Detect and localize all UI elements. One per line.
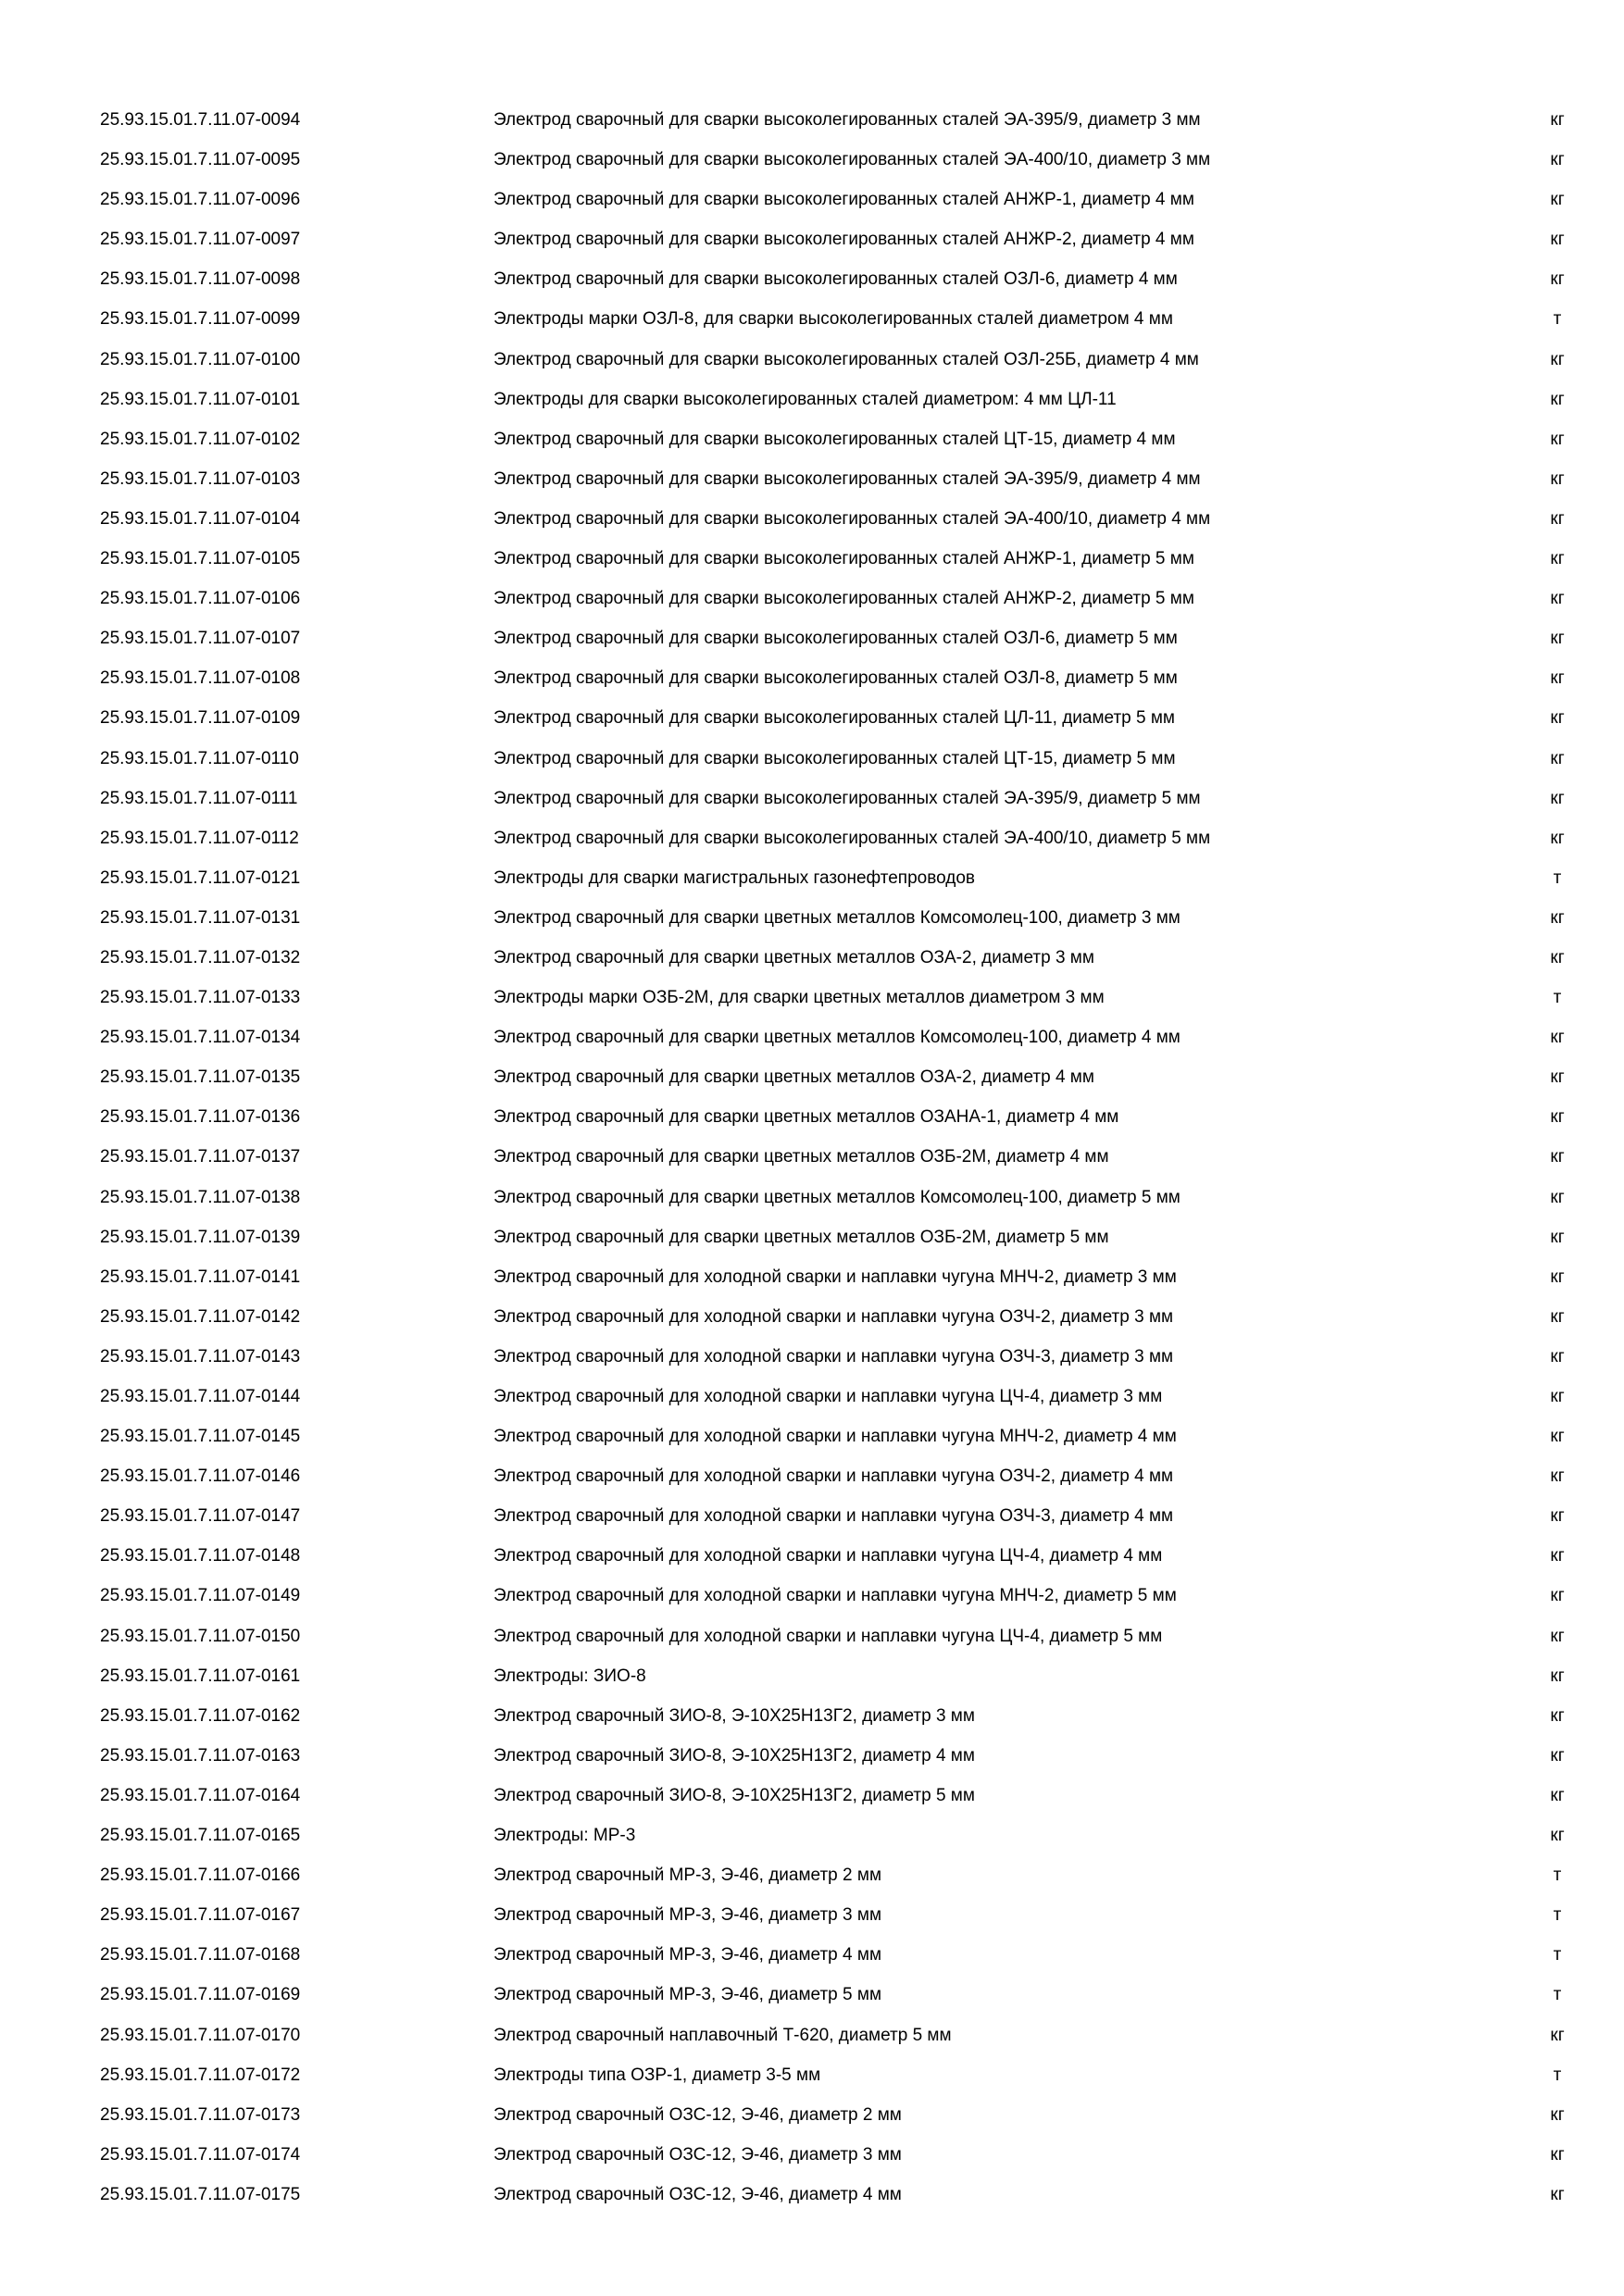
resource-code: 25.93.15.01.7.11.07-0163 <box>100 1745 301 1766</box>
table-row <box>0 340 1624 380</box>
unit-of-measure: т <box>1553 988 1562 1008</box>
resource-name: Электрод сварочный для холодной сварки и наплавки чугуна ОЗЧ-2, диаметр 4 мм <box>493 1466 1174 1487</box>
resource-code: 25.93.15.01.7.11.07-0138 <box>100 1187 301 1207</box>
unit-of-measure: кг <box>1550 2184 1565 2204</box>
table-row <box>0 1217 1624 1257</box>
resource-code: 25.93.15.01.7.11.07-0164 <box>100 1785 301 1805</box>
resource-name: Электрод сварочный для холодной сварки и наплавки чугуна ОЗЧ-2, диаметр 3 мм <box>493 1306 1174 1327</box>
resource-code: 25.93.15.01.7.11.07-0141 <box>100 1267 301 1287</box>
resource-code: 25.93.15.01.7.11.07-0109 <box>100 708 301 729</box>
table-row <box>0 259 1624 299</box>
unit-of-measure: кг <box>1550 1506 1565 1527</box>
resource-code: 25.93.15.01.7.11.07-0099 <box>100 309 301 330</box>
table-row <box>0 978 1624 1017</box>
resource-name: Электрод сварочный для сварки цветных металлов ОЗБ-2М, диаметр 4 мм <box>493 1147 1109 1167</box>
unit-of-measure: кг <box>1550 508 1565 529</box>
unit-of-measure: кг <box>1550 589 1565 609</box>
table-row <box>0 1736 1624 1776</box>
resource-name: Электрод сварочный ЗИО-8, Э-10Х25Н13Г2, диаметр 3 мм <box>493 1705 975 1726</box>
resource-name: Электрод сварочный для сварки высоколегированных сталей АНЖР-1, диаметр 5 мм <box>493 549 1194 569</box>
unit-of-measure: кг <box>1550 1346 1565 1366</box>
resource-code: 25.93.15.01.7.11.07-0162 <box>100 1705 301 1726</box>
table-row <box>0 1496 1624 1536</box>
resource-name: Электрод сварочный ЗИО-8, Э-10Х25Н13Г2, диаметр 5 мм <box>493 1785 975 1805</box>
resource-code: 25.93.15.01.7.11.07-0166 <box>100 1866 301 1886</box>
resource-code: 25.93.15.01.7.11.07-0170 <box>100 2025 301 2045</box>
resource-name: Электроды для сварки высоколегированных сталей диаметром: 4 мм ЦЛ-11 <box>493 389 1117 409</box>
table-row <box>0 739 1624 779</box>
resource-code: 25.93.15.01.7.11.07-0134 <box>100 1028 301 1048</box>
table-row <box>0 2175 1624 2215</box>
resource-name: Электрод сварочный для сварки высоколегированных сталей ЭА-400/10, диаметр 3 мм <box>493 150 1211 170</box>
unit-of-measure: кг <box>1550 110 1565 130</box>
resource-code: 25.93.15.01.7.11.07-0100 <box>100 349 301 369</box>
resource-code: 25.93.15.01.7.11.07-0161 <box>100 1666 301 1686</box>
resource-name: Электрод сварочный МР-3, Э-46, диаметр 2 мм <box>493 1866 882 1886</box>
resource-code: 25.93.15.01.7.11.07-0144 <box>100 1387 301 1406</box>
unit-of-measure: кг <box>1550 269 1565 290</box>
table-row <box>0 140 1624 180</box>
table-row <box>0 1656 1624 1696</box>
resource-code: 25.93.15.01.7.11.07-0139 <box>100 1227 301 1247</box>
resource-code: 25.93.15.01.7.11.07-0172 <box>100 2065 301 2085</box>
resource-code: 25.93.15.01.7.11.07-0110 <box>100 748 299 768</box>
table-row <box>0 858 1624 898</box>
resource-name: Электрод сварочный для сварки высоколегированных сталей ЦЛ-11, диаметр 5 мм <box>493 708 1175 729</box>
resource-code: 25.93.15.01.7.11.07-0101 <box>100 389 301 409</box>
unit-of-measure: кг <box>1550 1626 1565 1646</box>
resource-name: Электрод сварочный МР-3, Э-46, диаметр 4 мм <box>493 1945 882 1965</box>
resource-name: Электрод сварочный для сварки цветных металлов Комсомолец-100, диаметр 3 мм <box>493 907 1181 928</box>
unit-of-measure: кг <box>1550 1067 1565 1088</box>
unit-of-measure: т <box>1553 1945 1562 1965</box>
unit-of-measure: кг <box>1550 748 1565 768</box>
table-row <box>0 1337 1624 1377</box>
unit-of-measure: т <box>1553 309 1562 330</box>
unit-of-measure: кг <box>1550 1546 1565 1566</box>
table-row <box>0 219 1624 259</box>
unit-of-measure: кг <box>1550 708 1565 729</box>
unit-of-measure: кг <box>1550 1826 1565 1846</box>
unit-of-measure: кг <box>1550 1187 1565 1207</box>
unit-of-measure: кг <box>1550 349 1565 369</box>
unit-of-measure: кг <box>1550 1666 1565 1686</box>
resource-code: 25.93.15.01.7.11.07-0105 <box>100 549 301 569</box>
resource-name: Электрод сварочный ОЗС-12, Э-46, диаметр 3 мм <box>493 2144 902 2165</box>
table-row <box>0 579 1624 618</box>
table-row <box>0 419 1624 459</box>
table-row <box>0 698 1624 738</box>
resource-name: Электроды марки ОЗЛ-8, для сварки высоколегированных сталей диаметром 4 мм <box>493 309 1173 330</box>
unit-of-measure: кг <box>1550 1147 1565 1167</box>
table-row <box>0 1616 1624 1656</box>
resource-name: Электрод сварочный для сварки высоколегированных сталей АНЖР-1, диаметр 4 мм <box>493 190 1194 210</box>
resource-code: 25.93.15.01.7.11.07-0136 <box>100 1107 301 1128</box>
table-row <box>0 1097 1624 1137</box>
resource-name: Электрод сварочный для холодной сварки и наплавки чугуна МНЧ-2, диаметр 3 мм <box>493 1267 1177 1287</box>
table-row <box>0 539 1624 579</box>
table-row <box>0 1057 1624 1097</box>
table-row <box>0 459 1624 499</box>
resource-name: Электрод сварочный для сварки высоколегированных сталей ЭА-395/9, диаметр 3 мм <box>493 110 1201 130</box>
resource-code: 25.93.15.01.7.11.07-0147 <box>100 1506 301 1527</box>
resource-name: Электрод сварочный для сварки цветных металлов Комсомолец-100, диаметр 4 мм <box>493 1028 1181 1048</box>
resource-name: Электрод сварочный для сварки цветных металлов ОЗАНА-1, диаметр 4 мм <box>493 1107 1119 1128</box>
resource-code: 25.93.15.01.7.11.07-0096 <box>100 190 301 210</box>
resource-name: Электрод сварочный для сварки высоколегированных сталей ЭА-400/10, диаметр 4 мм <box>493 508 1211 529</box>
resource-code: 25.93.15.01.7.11.07-0135 <box>100 1067 301 1088</box>
unit-of-measure: т <box>1553 1905 1562 1926</box>
resource-code: 25.93.15.01.7.11.07-0145 <box>100 1427 301 1447</box>
table-row <box>0 1017 1624 1057</box>
unit-of-measure: кг <box>1550 1227 1565 1247</box>
resource-name: Электроды для сварки магистральных газонефтепроводов <box>493 867 975 888</box>
table-row <box>0 818 1624 858</box>
unit-of-measure: кг <box>1550 549 1565 569</box>
resource-name: Электроды типа ОЗР-1, диаметр 3-5 мм <box>493 2065 821 2085</box>
table-row <box>0 658 1624 698</box>
table-row <box>0 100 1624 140</box>
unit-of-measure: т <box>1553 2065 1562 2085</box>
resource-name: Электроды: ЗИО-8 <box>493 1666 646 1686</box>
resource-name: Электрод сварочный для сварки цветных металлов Комсомолец-100, диаметр 5 мм <box>493 1187 1181 1207</box>
resource-name: Электрод сварочный ЗИО-8, Э-10Х25Н13Г2, диаметр 4 мм <box>493 1745 975 1766</box>
table-row <box>0 2015 1624 2055</box>
unit-of-measure: кг <box>1550 389 1565 409</box>
table-row <box>0 1855 1624 1895</box>
table-row <box>0 898 1624 938</box>
resource-name: Электрод сварочный наплавочный Т-620, диаметр 5 мм <box>493 2025 952 2045</box>
resource-code: 25.93.15.01.7.11.07-0102 <box>100 429 301 449</box>
unit-of-measure: кг <box>1550 1586 1565 1606</box>
unit-of-measure: кг <box>1550 468 1565 489</box>
resource-name: Электрод сварочный для холодной сварки и наплавки чугуна МНЧ-2, диаметр 4 мм <box>493 1427 1177 1447</box>
unit-of-measure: кг <box>1550 1785 1565 1805</box>
table-row <box>0 1178 1624 1217</box>
table-row <box>0 1935 1624 1975</box>
table-row <box>0 1576 1624 1616</box>
resource-list <box>0 100 1624 2215</box>
table-row <box>0 180 1624 219</box>
resource-code: 25.93.15.01.7.11.07-0146 <box>100 1466 301 1487</box>
resource-code: 25.93.15.01.7.11.07-0165 <box>100 1826 301 1846</box>
unit-of-measure: кг <box>1550 1267 1565 1287</box>
resource-name: Электроды марки ОЗБ-2М, для сварки цветных металлов диаметром 3 мм <box>493 988 1105 1008</box>
unit-of-measure: кг <box>1550 2025 1565 2045</box>
table-row <box>0 1776 1624 1816</box>
resource-name: Электрод сварочный для сварки высоколегированных сталей АНЖР-2, диаметр 4 мм <box>493 230 1194 250</box>
resource-code: 25.93.15.01.7.11.07-0111 <box>100 788 298 808</box>
unit-of-measure: кг <box>1550 429 1565 449</box>
table-row <box>0 2055 1624 2095</box>
unit-of-measure: кг <box>1550 1427 1565 1447</box>
unit-of-measure: кг <box>1550 230 1565 250</box>
table-row <box>0 938 1624 978</box>
resource-code: 25.93.15.01.7.11.07-0131 <box>100 907 301 928</box>
unit-of-measure: т <box>1553 867 1562 888</box>
resource-name: Электрод сварочный для сварки высоколегированных сталей АНЖР-2, диаметр 5 мм <box>493 589 1194 609</box>
resource-name: Электрод сварочный для сварки высоколегированных сталей ЦТ-15, диаметр 5 мм <box>493 748 1176 768</box>
table-row <box>0 2135 1624 2175</box>
unit-of-measure: т <box>1553 1866 1562 1886</box>
table-row <box>0 1297 1624 1337</box>
resource-code: 25.93.15.01.7.11.07-0106 <box>100 589 301 609</box>
resource-name: Электрод сварочный ОЗС-12, Э-46, диаметр 2 мм <box>493 2104 902 2125</box>
resource-name: Электрод сварочный для сварки высоколегированных сталей ЭА-395/9, диаметр 4 мм <box>493 468 1201 489</box>
resource-code: 25.93.15.01.7.11.07-0132 <box>100 947 301 967</box>
unit-of-measure: кг <box>1550 907 1565 928</box>
resource-code: 25.93.15.01.7.11.07-0149 <box>100 1586 301 1606</box>
table-row <box>0 1257 1624 1297</box>
table-row <box>0 380 1624 419</box>
resource-code: 25.93.15.01.7.11.07-0143 <box>100 1346 301 1366</box>
table-row <box>0 1416 1624 1456</box>
unit-of-measure: кг <box>1550 1466 1565 1487</box>
resource-code: 25.93.15.01.7.11.07-0173 <box>100 2104 301 2125</box>
resource-name: Электрод сварочный для сварки высоколегированных сталей ОЗЛ-8, диаметр 5 мм <box>493 668 1178 689</box>
table-row <box>0 1696 1624 1736</box>
resource-code: 25.93.15.01.7.11.07-0097 <box>100 230 301 250</box>
resource-code: 25.93.15.01.7.11.07-0150 <box>100 1626 301 1646</box>
resource-code: 25.93.15.01.7.11.07-0148 <box>100 1546 301 1566</box>
unit-of-measure: кг <box>1550 1107 1565 1128</box>
resource-code: 25.93.15.01.7.11.07-0094 <box>100 110 301 130</box>
unit-of-measure: кг <box>1550 150 1565 170</box>
unit-of-measure: кг <box>1550 828 1565 848</box>
unit-of-measure: кг <box>1550 2104 1565 2125</box>
resource-name: Электрод сварочный для сварки цветных металлов ОЗБ-2М, диаметр 5 мм <box>493 1227 1109 1247</box>
resource-name: Электрод сварочный для холодной сварки и наплавки чугуна ЦЧ-4, диаметр 4 мм <box>493 1546 1163 1566</box>
resource-name: Электрод сварочный для сварки высоколегированных сталей ЭА-400/10, диаметр 5 мм <box>493 828 1211 848</box>
resource-name: Электрод сварочный для холодной сварки и наплавки чугуна ОЗЧ-3, диаметр 3 мм <box>493 1346 1174 1366</box>
resource-code: 25.93.15.01.7.11.07-0174 <box>100 2144 301 2165</box>
unit-of-measure: кг <box>1550 1028 1565 1048</box>
table-row <box>0 1895 1624 1935</box>
resource-code: 25.93.15.01.7.11.07-0167 <box>100 1905 301 1926</box>
resource-name: Электрод сварочный для холодной сварки и наплавки чугуна ЦЧ-4, диаметр 3 мм <box>493 1387 1163 1406</box>
table-row <box>0 499 1624 539</box>
resource-name: Электрод сварочный для сварки цветных металлов ОЗА-2, диаметр 4 мм <box>493 1067 1094 1088</box>
resource-name: Электрод сварочный для сварки высоколегированных сталей ЭА-395/9, диаметр 5 мм <box>493 788 1201 808</box>
table-row <box>0 1536 1624 1576</box>
resource-code: 25.93.15.01.7.11.07-0104 <box>100 508 301 529</box>
unit-of-measure: кг <box>1550 2144 1565 2165</box>
resource-name: Электрод сварочный для сварки цветных металлов ОЗА-2, диаметр 3 мм <box>493 947 1094 967</box>
unit-of-measure: т <box>1553 1985 1562 2005</box>
unit-of-measure: кг <box>1550 668 1565 689</box>
resource-name: Электрод сварочный для холодной сварки и наплавки чугуна ЦЧ-4, диаметр 5 мм <box>493 1626 1163 1646</box>
unit-of-measure: кг <box>1550 947 1565 967</box>
resource-code: 25.93.15.01.7.11.07-0095 <box>100 150 301 170</box>
unit-of-measure: кг <box>1550 788 1565 808</box>
resource-code: 25.93.15.01.7.11.07-0142 <box>100 1306 301 1327</box>
unit-of-measure: кг <box>1550 190 1565 210</box>
resource-name: Электрод сварочный ОЗС-12, Э-46, диаметр 4 мм <box>493 2184 902 2204</box>
table-row <box>0 1137 1624 1177</box>
resource-name: Электрод сварочный для холодной сварки и наплавки чугуна МНЧ-2, диаметр 5 мм <box>493 1586 1177 1606</box>
resource-name: Электрод сварочный для сварки высоколегированных сталей ЦТ-15, диаметр 4 мм <box>493 429 1176 449</box>
resource-name: Электроды: МР-3 <box>493 1826 636 1846</box>
unit-of-measure: кг <box>1550 629 1565 649</box>
resource-code: 25.93.15.01.7.11.07-0169 <box>100 1985 301 2005</box>
resource-name: Электрод сварочный для холодной сварки и наплавки чугуна ОЗЧ-3, диаметр 4 мм <box>493 1506 1174 1527</box>
unit-of-measure: кг <box>1550 1705 1565 1726</box>
resource-code: 25.93.15.01.7.11.07-0098 <box>100 269 301 290</box>
table-row <box>0 618 1624 658</box>
resource-code: 25.93.15.01.7.11.07-0103 <box>100 468 301 489</box>
table-row <box>0 1816 1624 1855</box>
resource-name: Электрод сварочный для сварки высоколегированных сталей ОЗЛ-25Б, диаметр 4 мм <box>493 349 1199 369</box>
table-row <box>0 779 1624 818</box>
table-row <box>0 1456 1624 1496</box>
resource-name: Электрод сварочный для сварки высоколегированных сталей ОЗЛ-6, диаметр 5 мм <box>493 629 1178 649</box>
resource-code: 25.93.15.01.7.11.07-0175 <box>100 2184 301 2204</box>
table-row <box>0 1975 1624 2015</box>
unit-of-measure: кг <box>1550 1387 1565 1406</box>
resource-code: 25.93.15.01.7.11.07-0107 <box>100 629 301 649</box>
table-row <box>0 299 1624 339</box>
resource-name: Электрод сварочный для сварки высоколегированных сталей ОЗЛ-6, диаметр 4 мм <box>493 269 1178 290</box>
resource-code: 25.93.15.01.7.11.07-0112 <box>100 828 299 848</box>
resource-code: 25.93.15.01.7.11.07-0121 <box>100 867 301 888</box>
resource-name: Электрод сварочный МР-3, Э-46, диаметр 3 мм <box>493 1905 882 1926</box>
unit-of-measure: кг <box>1550 1745 1565 1766</box>
resource-code: 25.93.15.01.7.11.07-0108 <box>100 668 301 689</box>
resource-code: 25.93.15.01.7.11.07-0137 <box>100 1147 301 1167</box>
table-row <box>0 1377 1624 1416</box>
table-row <box>0 2095 1624 2135</box>
unit-of-measure: кг <box>1550 1306 1565 1327</box>
resource-name: Электрод сварочный МР-3, Э-46, диаметр 5 мм <box>493 1985 882 2005</box>
resource-code: 25.93.15.01.7.11.07-0133 <box>100 988 301 1008</box>
resource-code: 25.93.15.01.7.11.07-0168 <box>100 1945 301 1965</box>
